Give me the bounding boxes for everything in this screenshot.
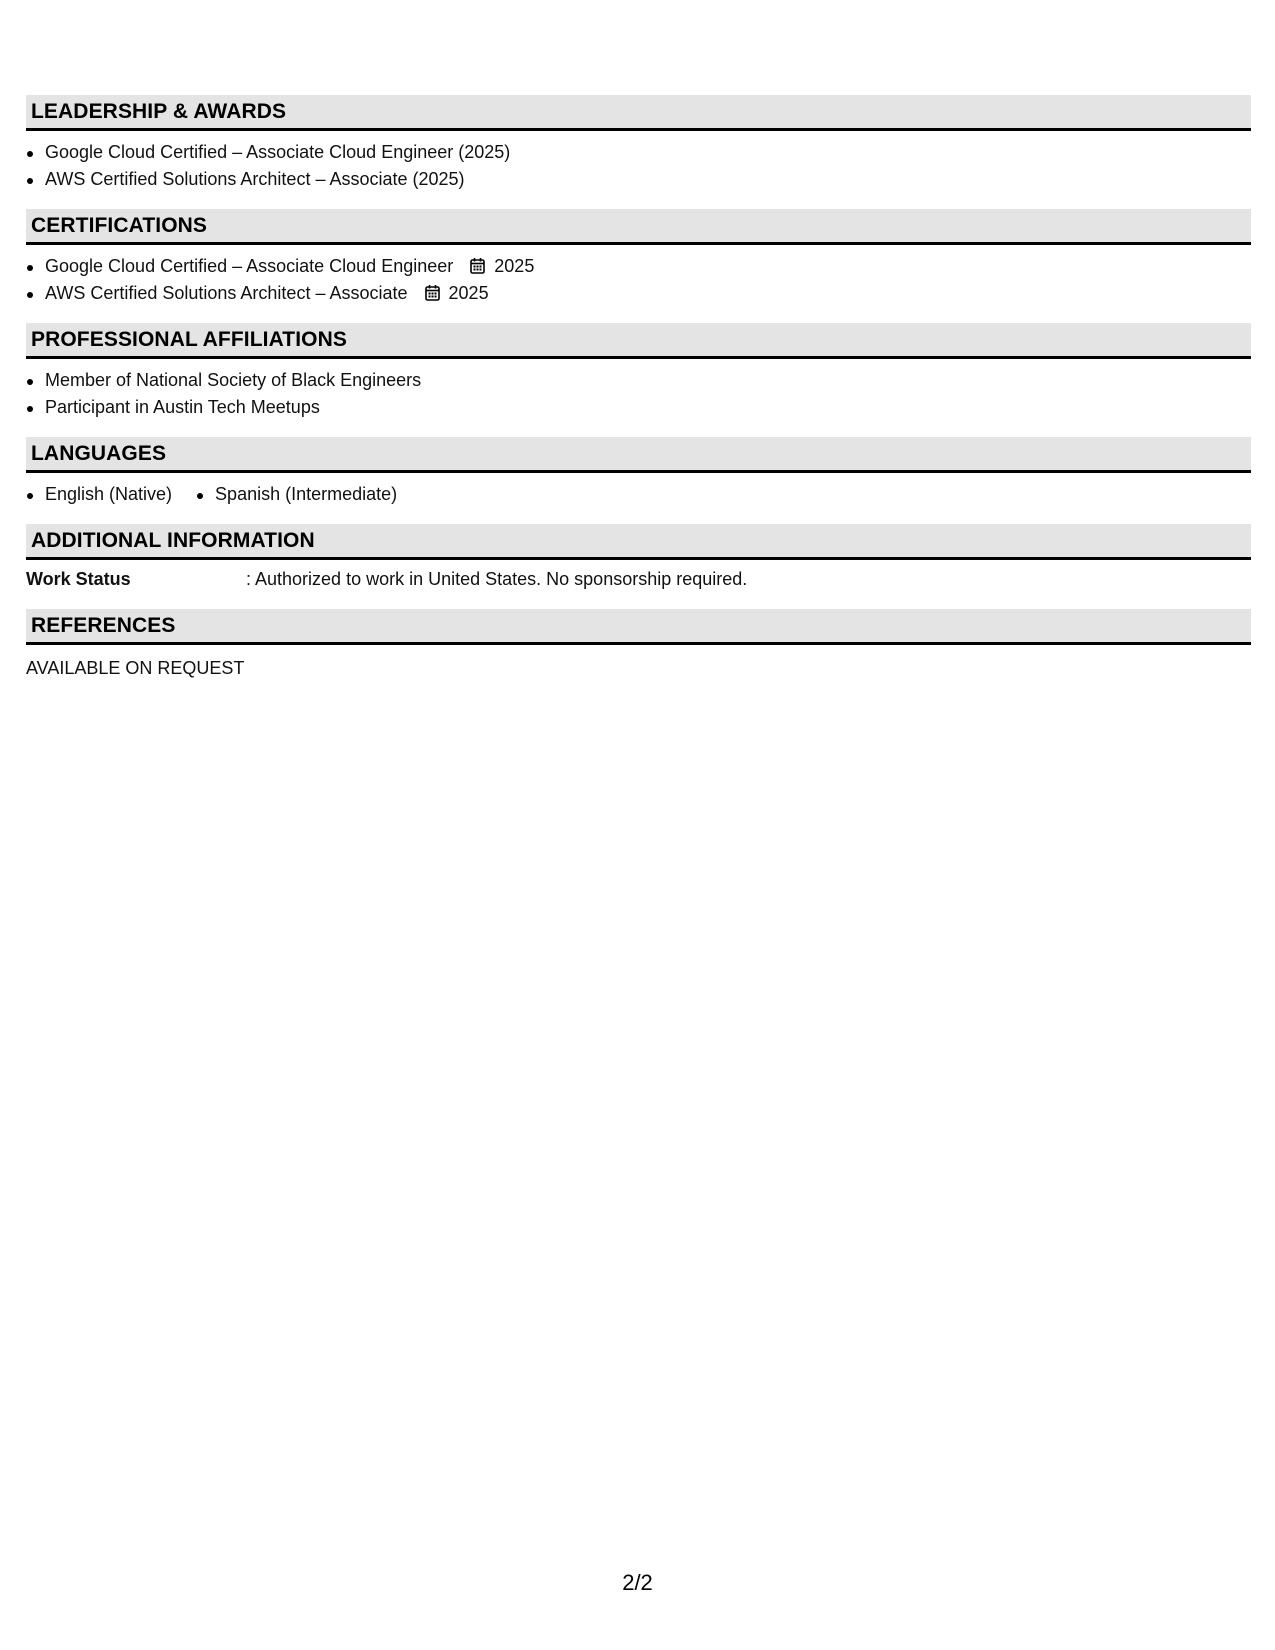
section-header bbox=[26, 209, 1251, 245]
certifications-list bbox=[26, 245, 1251, 307]
section-additional-information bbox=[26, 524, 1251, 593]
section-header bbox=[26, 95, 1251, 131]
affiliations-list bbox=[26, 359, 1251, 421]
bullet-icon bbox=[27, 178, 33, 184]
languages-list bbox=[26, 473, 1251, 508]
certification-year: 2025 bbox=[494, 256, 535, 276]
section-header bbox=[26, 609, 1251, 645]
work-status-value: : Authorized to work in United States. No sponsorship required. bbox=[246, 569, 748, 589]
section-title: PROFESSIONAL AFFILIATIONS bbox=[31, 327, 347, 351]
references-text: AVAILABLE ON REQUEST bbox=[26, 658, 245, 678]
work-status-label: Work Status bbox=[26, 569, 131, 589]
bullet-icon bbox=[197, 493, 203, 499]
section-header bbox=[26, 524, 1251, 560]
list-item bbox=[196, 481, 397, 508]
bullet-icon bbox=[27, 379, 33, 385]
section-title: ADDITIONAL INFORMATION bbox=[31, 528, 315, 552]
bullet-icon bbox=[27, 265, 33, 271]
awards-list bbox=[26, 131, 1251, 193]
section-title: LANGUAGES bbox=[31, 441, 167, 465]
section-languages bbox=[26, 437, 1251, 508]
work-status-row bbox=[26, 560, 1251, 593]
list-item bbox=[26, 367, 1251, 394]
section-leadership-awards bbox=[26, 95, 1251, 193]
section-professional-affiliations bbox=[26, 323, 1251, 421]
bullet-icon bbox=[27, 493, 33, 499]
bullet-icon bbox=[27, 406, 33, 412]
list-item bbox=[26, 394, 1251, 421]
list-item bbox=[26, 253, 1251, 280]
bullet-icon bbox=[27, 292, 33, 298]
award-text: Google Cloud Certified – Associate Cloud Engineer (2025) bbox=[45, 142, 511, 162]
section-header bbox=[26, 437, 1251, 473]
language-text: English (Native) bbox=[45, 484, 173, 504]
language-text: Spanish (Intermediate) bbox=[215, 484, 398, 504]
section-references bbox=[26, 609, 1251, 682]
list-item bbox=[26, 139, 1251, 166]
page-number: 2/2 bbox=[622, 1570, 653, 1595]
list-item bbox=[26, 280, 1251, 307]
list-item bbox=[26, 481, 172, 508]
affiliation-text: Member of National Society of Black Engineers bbox=[45, 370, 422, 390]
list-item bbox=[26, 166, 1251, 193]
resume-page bbox=[26, 95, 1251, 682]
certification-name: AWS Certified Solutions Architect – Associate bbox=[45, 283, 408, 303]
affiliation-text: Participant in Austin Tech Meetups bbox=[45, 397, 320, 417]
award-text: AWS Certified Solutions Architect – Associate (2025) bbox=[45, 169, 465, 189]
calendar-icon bbox=[425, 284, 440, 301]
section-title: CERTIFICATIONS bbox=[31, 213, 208, 237]
certification-name: Google Cloud Certified – Associate Cloud Engineer bbox=[45, 256, 454, 276]
calendar-icon bbox=[470, 257, 485, 274]
certification-year: 2025 bbox=[448, 283, 489, 303]
section-title: REFERENCES bbox=[31, 613, 176, 637]
section-certifications bbox=[26, 209, 1251, 307]
section-header bbox=[26, 323, 1251, 359]
bullet-icon bbox=[27, 151, 33, 157]
section-title: LEADERSHIP & AWARDS bbox=[31, 99, 287, 123]
